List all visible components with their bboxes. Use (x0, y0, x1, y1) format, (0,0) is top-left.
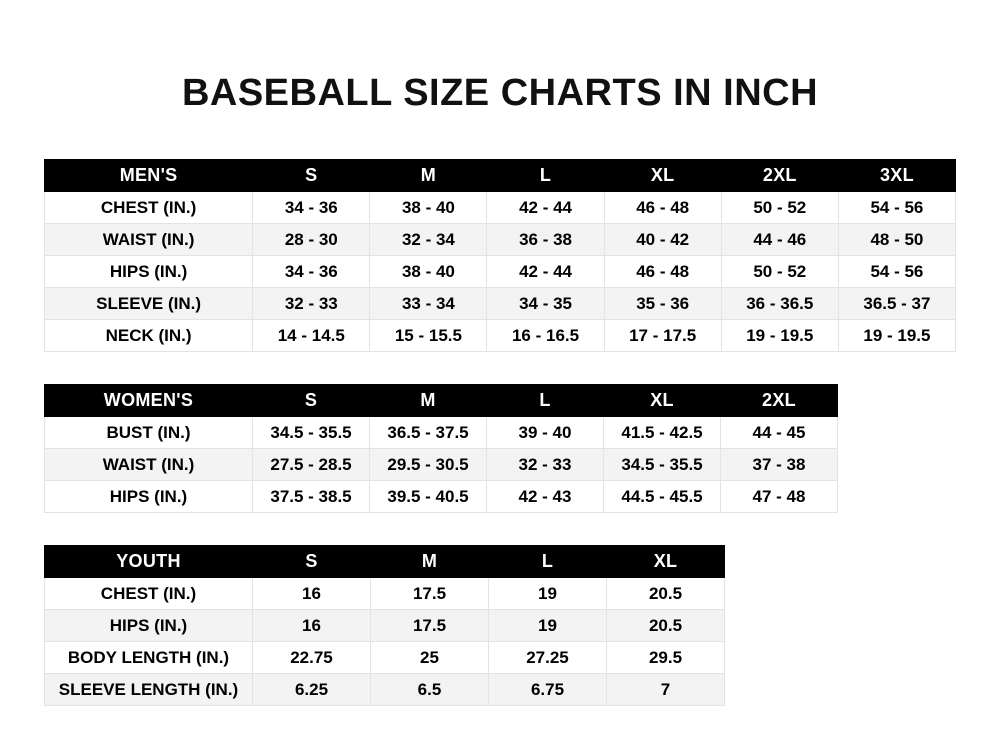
row-label: BODY LENGTH (IN.) (45, 642, 253, 674)
mens-header-category: MEN'S (45, 160, 253, 192)
cell-m: 36.5 - 37.5 (370, 417, 487, 449)
cell-xl: 44.5 - 45.5 (604, 481, 721, 513)
cell-xl: 34.5 - 35.5 (604, 449, 721, 481)
cell-s: 22.75 (253, 642, 371, 674)
youth-header-s: S (253, 546, 371, 578)
mens-table-body (45, 192, 956, 352)
mens-header-s: S (253, 160, 370, 192)
table-row (45, 610, 725, 642)
row-label: WAIST (IN.) (45, 449, 253, 481)
cell-m: 38 - 40 (370, 256, 487, 288)
womens-header-m: M (370, 385, 487, 417)
cell-xl: 29.5 (607, 642, 725, 674)
cell-m: 32 - 34 (370, 224, 487, 256)
page-title: BASEBALL SIZE CHARTS IN INCH (181, 72, 819, 114)
youth-header-xl: XL (607, 546, 725, 578)
cell-l: 42 - 43 (487, 481, 604, 513)
table-row (45, 320, 956, 352)
cell-m: 6.5 (371, 674, 489, 706)
cell-s: 34.5 - 35.5 (253, 417, 370, 449)
table-header-row (45, 160, 956, 192)
mens-header-2xl: 2XL (721, 160, 838, 192)
cell-xl: 41.5 - 42.5 (604, 417, 721, 449)
table-row (45, 256, 956, 288)
womens-table-body (45, 417, 838, 513)
row-label: SLEEVE LENGTH (IN.) (45, 674, 253, 706)
table-row (45, 578, 725, 610)
cell-xl: 46 - 48 (604, 192, 721, 224)
cell-s: 16 (253, 610, 371, 642)
cell-xl: 46 - 48 (604, 256, 721, 288)
cell-s: 27.5 - 28.5 (253, 449, 370, 481)
table-row (45, 417, 838, 449)
table-row (45, 481, 838, 513)
cell-l: 32 - 33 (487, 449, 604, 481)
cell-3xl: 48 - 50 (838, 224, 955, 256)
row-label: BUST (IN.) (45, 417, 253, 449)
cell-3xl: 36.5 - 37 (838, 288, 955, 320)
cell-l: 16 - 16.5 (487, 320, 604, 352)
youth-header-m: M (371, 546, 489, 578)
cell-l: 6.75 (489, 674, 607, 706)
cell-m: 15 - 15.5 (370, 320, 487, 352)
mens-header-m: M (370, 160, 487, 192)
youth-header-l: L (489, 546, 607, 578)
tables-container (0, 159, 1000, 706)
cell-l: 36 - 38 (487, 224, 604, 256)
cell-l: 42 - 44 (487, 256, 604, 288)
row-label: WAIST (IN.) (45, 224, 253, 256)
cell-l: 19 (489, 610, 607, 642)
table-row (45, 449, 838, 481)
mens-size-table (44, 159, 956, 352)
cell-xl: 20.5 (607, 578, 725, 610)
cell-m: 38 - 40 (370, 192, 487, 224)
cell-m: 17.5 (371, 610, 489, 642)
table-row (45, 674, 725, 706)
row-label: NECK (IN.) (45, 320, 253, 352)
youth-header-category: YOUTH (45, 546, 253, 578)
cell-2xl: 19 - 19.5 (721, 320, 838, 352)
cell-s: 14 - 14.5 (253, 320, 370, 352)
womens-header-2xl: 2XL (721, 385, 838, 417)
cell-2xl: 36 - 36.5 (721, 288, 838, 320)
youth-table-header (45, 546, 725, 578)
cell-m: 39.5 - 40.5 (370, 481, 487, 513)
cell-m: 17.5 (371, 578, 489, 610)
cell-m: 29.5 - 30.5 (370, 449, 487, 481)
table-header-row (45, 385, 838, 417)
row-label: HIPS (IN.) (45, 610, 253, 642)
womens-header-l: L (487, 385, 604, 417)
cell-m: 33 - 34 (370, 288, 487, 320)
cell-s: 32 - 33 (253, 288, 370, 320)
cell-3xl: 54 - 56 (838, 256, 955, 288)
mens-header-xl: XL (604, 160, 721, 192)
row-label: SLEEVE (IN.) (45, 288, 253, 320)
cell-2xl: 37 - 38 (721, 449, 838, 481)
cell-2xl: 47 - 48 (721, 481, 838, 513)
cell-m: 25 (371, 642, 489, 674)
cell-s: 34 - 36 (253, 256, 370, 288)
cell-xl: 40 - 42 (604, 224, 721, 256)
cell-2xl: 50 - 52 (721, 192, 838, 224)
womens-header-xl: XL (604, 385, 721, 417)
cell-xl: 17 - 17.5 (604, 320, 721, 352)
cell-xl: 20.5 (607, 610, 725, 642)
cell-xl: 7 (607, 674, 725, 706)
mens-header-l: L (487, 160, 604, 192)
mens-table-header (45, 160, 956, 192)
row-label: CHEST (IN.) (45, 192, 253, 224)
cell-3xl: 19 - 19.5 (838, 320, 955, 352)
cell-2xl: 44 - 46 (721, 224, 838, 256)
cell-s: 37.5 - 38.5 (253, 481, 370, 513)
womens-header-s: S (253, 385, 370, 417)
cell-l: 34 - 35 (487, 288, 604, 320)
table-row (45, 642, 725, 674)
cell-l: 27.25 (489, 642, 607, 674)
cell-3xl: 54 - 56 (838, 192, 955, 224)
cell-s: 28 - 30 (253, 224, 370, 256)
cell-s: 6.25 (253, 674, 371, 706)
mens-header-3xl: 3XL (838, 160, 955, 192)
cell-2xl: 50 - 52 (721, 256, 838, 288)
cell-2xl: 44 - 45 (721, 417, 838, 449)
table-row (45, 224, 956, 256)
row-label: CHEST (IN.) (45, 578, 253, 610)
youth-table-body (45, 578, 725, 706)
cell-l: 42 - 44 (487, 192, 604, 224)
womens-header-category: WOMEN'S (45, 385, 253, 417)
womens-size-table (44, 384, 838, 513)
table-header-row (45, 546, 725, 578)
cell-s: 34 - 36 (253, 192, 370, 224)
row-label: HIPS (IN.) (45, 256, 253, 288)
cell-l: 19 (489, 578, 607, 610)
cell-xl: 35 - 36 (604, 288, 721, 320)
youth-size-table (44, 545, 725, 706)
cell-l: 39 - 40 (487, 417, 604, 449)
table-row (45, 192, 956, 224)
table-row (45, 288, 956, 320)
row-label: HIPS (IN.) (45, 481, 253, 513)
womens-table-header (45, 385, 838, 417)
cell-s: 16 (253, 578, 371, 610)
